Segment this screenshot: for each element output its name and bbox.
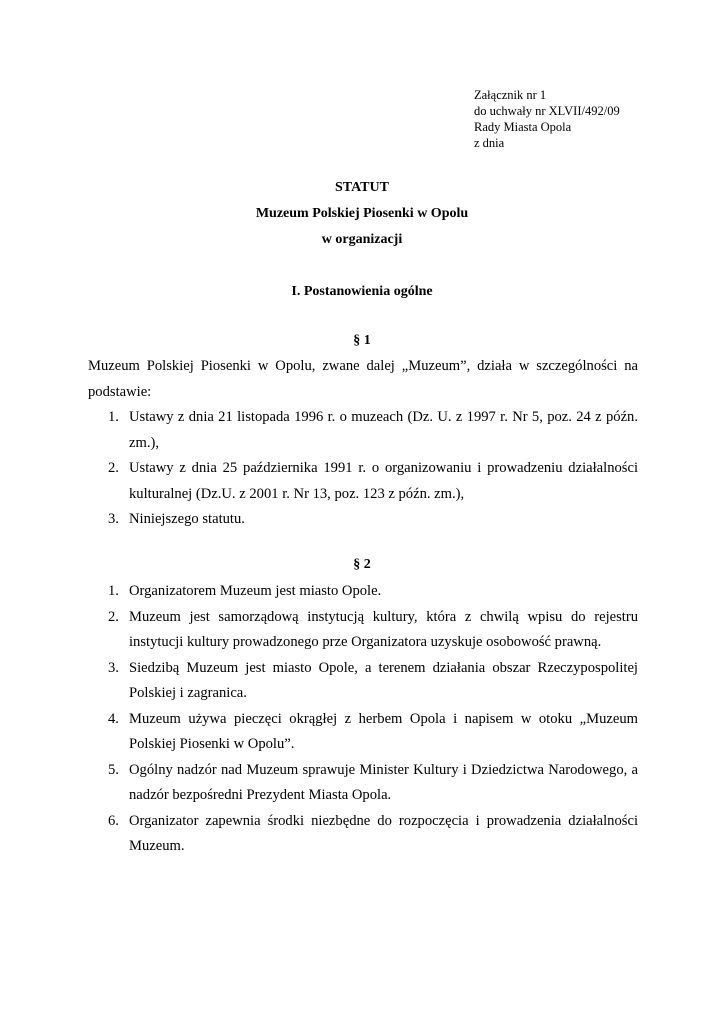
item-text: Muzeum używa pieczęci okrągłej z herbem Opola i napisem w otoku „Muzeum Polskiej Piosenki w Opolu”. — [129, 710, 638, 752]
list-item — [88, 656, 638, 707]
item-number: 3. — [108, 511, 119, 527]
item-text: Siedzibą Muzeum jest miasto Opole, a terenem działania obszar Rzeczypospolitej Polskiej i zagranica. — [129, 659, 638, 701]
list-item — [88, 605, 638, 656]
section-1-intro — [88, 354, 638, 405]
item-text: Ogólny nadzór nad Muzeum sprawuje Minister Kultury i Dziedzictwa Narodowego, a nadzór bezpośredni Prezydent Miasta Opola. — [129, 761, 638, 803]
section-1-list — [88, 405, 638, 533]
item-number: 5. — [108, 761, 119, 778]
annex-line: z dnia — [474, 136, 505, 150]
annex-note — [474, 87, 620, 151]
item-number: 2. — [108, 460, 119, 476]
list-item — [88, 707, 638, 758]
list-item — [88, 456, 638, 507]
item-text: Muzeum jest samorządową instytucją kultury, która z chwilą wpisu do rejestru instytucji kultury prowadzonego prze Organizatora uzyskuje osobowość prawną. — [129, 608, 638, 650]
chapter-heading: I. Postanowienia ogólne — [291, 284, 433, 299]
item-text: Organizator zapewnia środki niezbędne do rozpoczęcia i prowadzenia działalności Muzeum. — [129, 812, 638, 854]
annex-line: Rady Miasta Opola — [474, 120, 572, 134]
section-2-list — [88, 579, 638, 860]
item-text: Niniejszego statutu. — [129, 511, 245, 527]
list-item — [88, 579, 638, 605]
document-title: STATUT — [335, 180, 389, 195]
item-number: 4. — [108, 710, 119, 727]
list-item — [88, 405, 638, 456]
item-text: Ustawy z dnia 25 października 1991 r. o organizowaniu i prowadzeniu działalności kulturalnej (Dz.U. z 2001 r. Nr 13, poz. 123 z późn. zm.), — [129, 460, 638, 502]
list-item — [88, 758, 638, 809]
list-item — [88, 507, 638, 533]
section-1-heading: § 1 — [353, 333, 371, 348]
intro-text: Muzeum Polskiej Piosenki w Opolu, zwane dalej „Muzeum”, działa w szczególności na podstawie: — [88, 358, 638, 400]
item-text: Ustawy z dnia 21 listopada 1996 r. o muzeach (Dz. U. z 1997 r. Nr 5, poz. 24 z późn. zm.), — [129, 409, 638, 451]
item-number: 1. — [108, 409, 119, 425]
annex-line: do uchwały nr XLVII/492/09 — [474, 104, 620, 118]
list-item — [88, 809, 638, 860]
item-number: 1. — [108, 583, 119, 599]
item-number: 2. — [108, 608, 119, 625]
item-number: 6. — [108, 812, 119, 829]
section-2-heading: § 2 — [353, 557, 371, 572]
document-subtitle: w organizacji — [321, 232, 403, 247]
item-text: Organizatorem Muzeum jest miasto Opole. — [129, 583, 382, 599]
annex-line: Załącznik nr 1 — [474, 88, 547, 102]
item-number: 3. — [108, 659, 119, 676]
institution-name: Muzeum Polskiej Piosenki w Opolu — [255, 206, 469, 221]
